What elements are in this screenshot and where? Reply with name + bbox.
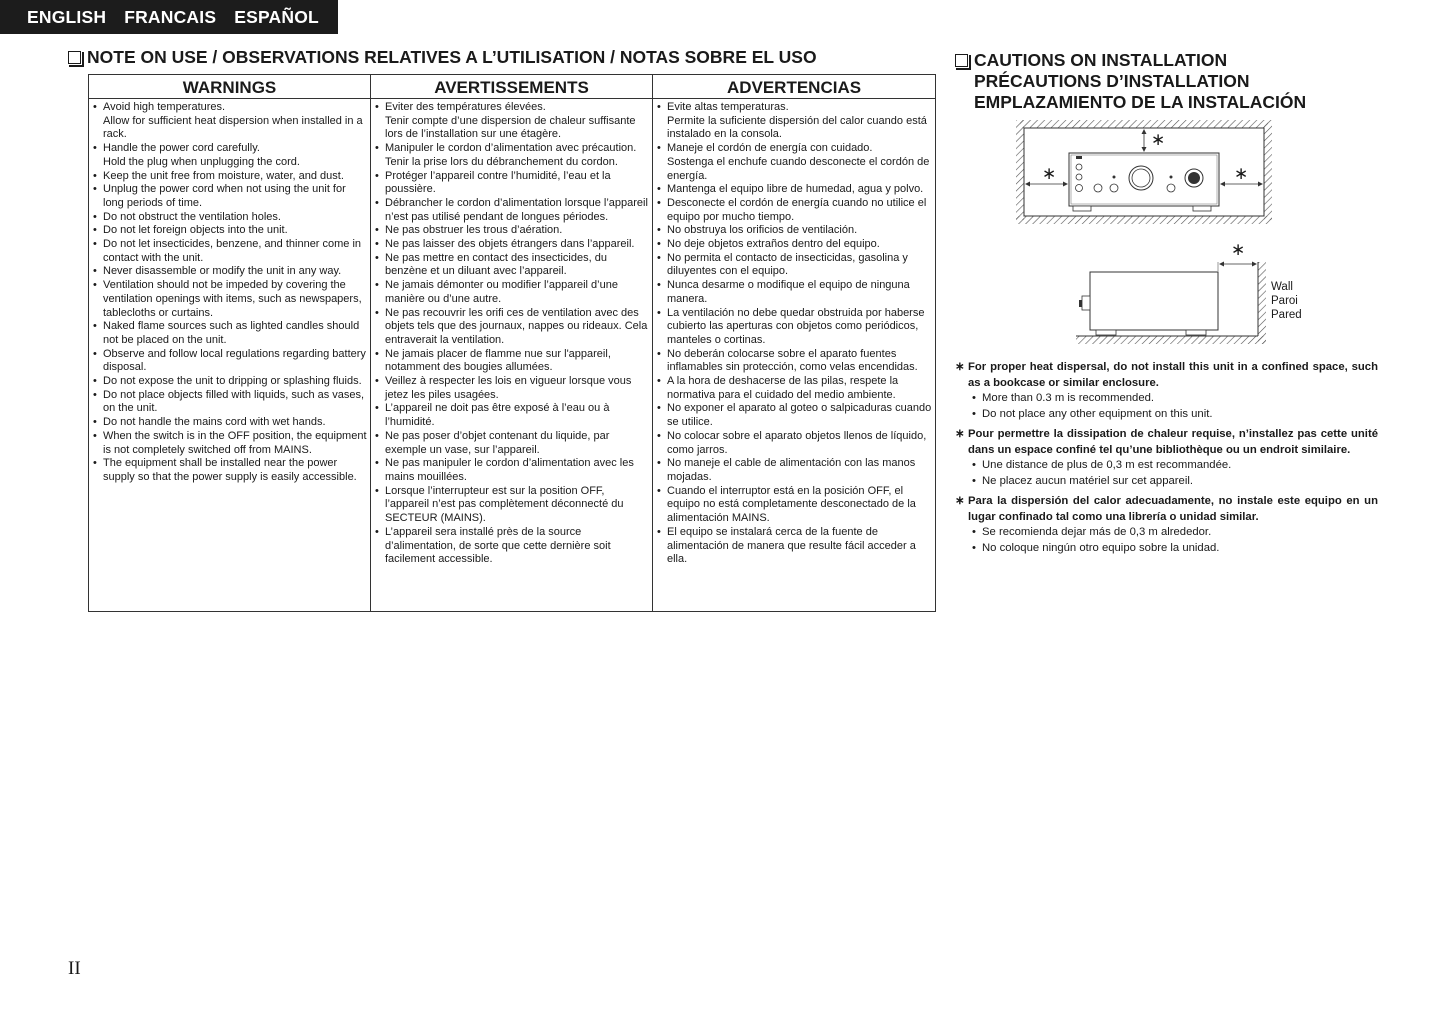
warning-item <box>375 375 649 402</box>
warning-item <box>93 320 367 347</box>
warning-text: • No colocar sobre el aparato objetos llenos de líquido, como jarros. <box>667 429 927 456</box>
checkbox-bullet-icon <box>68 51 81 64</box>
warning-text: • Ventilation should not be impeded by covering the ventilation openings with items, such as newspapers, tablecloths or curtains. <box>103 279 362 319</box>
warning-text: • L’appareil sera installé près de la source d’alimentation, de sorte que cette dernière soit facilement accessible. <box>385 525 611 566</box>
warning-item <box>93 224 367 238</box>
note-item: • Do not place any other equipment on this unit. <box>972 407 1378 423</box>
warning-item <box>93 170 367 184</box>
warning-item <box>375 197 649 224</box>
warning-text: • No permita el contacto de insecticidas, gasolina y diluyentes con el equipo. <box>667 251 908 278</box>
warning-item <box>93 211 367 225</box>
warning-text: • Ne pas manipuler le cordon d’alimentation avec les mains mouillées. <box>385 457 634 483</box>
clearance-asterisk-right: ∗ <box>1234 164 1249 183</box>
warnings-table <box>88 74 936 612</box>
warning-item <box>657 142 932 183</box>
warning-text: • Do not expose the unit to dripping or splashing fluids. <box>103 375 362 388</box>
installation-note-english <box>955 360 1378 422</box>
wall-label-spanish: Pared <box>1271 309 1302 321</box>
note-item: • Se recomienda dejar más de 0,3 m alrededor. <box>972 525 1378 541</box>
warning-text: • Maneje el cordón de energía con cuidado. <box>667 142 873 155</box>
warning-item <box>375 348 649 375</box>
warning-text: • No exponer el aparato al goteo o salpicaduras cuando se utilice. <box>667 402 932 429</box>
warning-text: • A la hora de deshacerse de las pilas, respete la normativa para el cuidado del medio ambiente. <box>667 375 899 401</box>
warning-text: • Ne pas recouvrir les orifi ces de ventilation avec des objets tels que des journaux, nappes ou rideaux. Cela entraverait la ventilation. <box>385 306 648 346</box>
warning-item <box>93 430 367 457</box>
warning-text: • Ne jamais démonter ou modifier l’appareil d’une manière ou d’une autre. <box>385 279 618 305</box>
warning-item <box>93 375 367 389</box>
warning-item <box>657 224 932 238</box>
warning-text: • Evite altas temperaturas. <box>667 101 789 113</box>
warning-item <box>93 416 367 430</box>
note-item: • Une distance de plus de 0,3 m est recommandée. <box>972 458 1378 474</box>
warning-text: • Desconecte el cordón de energía cuando no utilice el equipo por mucho tiempo. <box>667 196 927 223</box>
french-warnings-cell <box>371 99 653 612</box>
warning-text: • Lorsque l’interrupteur est sur la position OFF, l’appareil n’est pas complètement déconnecté du SECTEUR (MAINS). <box>385 484 624 525</box>
warning-text: • Ne jamais placer de flamme nue sur l'appareil, notamment des bougies allumées. <box>385 347 611 374</box>
cautions-title-english: CAUTIONS ON INSTALLATION <box>974 50 1228 70</box>
language-french: FRANCAIS <box>124 6 217 27</box>
warning-item <box>657 526 932 567</box>
warning-subtext: Sostenga el enchufe cuando desconecte el cordón de energía. <box>667 155 930 182</box>
warning-subtext: Allow for sufficient heat dispersion when installed in a rack. <box>103 114 363 141</box>
warning-item <box>657 348 932 375</box>
warning-text: • Do not obstruct the ventilation holes. <box>103 210 281 223</box>
installation-note-spanish <box>955 494 1378 556</box>
warning-text: • Ne pas mettre en contact des insecticides, du benzène et un diluant avec l’appareil. <box>385 251 607 278</box>
note-heading: For proper heat dispersal, do not install this unit in a confined space, such as a bookcase or similar enclosure. <box>968 361 1378 389</box>
warning-item <box>375 252 649 279</box>
warning-item <box>657 457 932 484</box>
warning-text: • The equipment shall be installed near the power supply so that the power supply is easily accessible. <box>103 457 357 483</box>
warning-item <box>657 252 932 279</box>
warning-item <box>657 430 932 457</box>
language-bar <box>0 0 338 34</box>
warning-text: • El equipo se instalará cerca de la fuente de alimentación de manera que resulte fácil acceder a ella. <box>667 525 916 566</box>
warning-text: • Ne pas obstruer les trous d’aération. <box>385 224 563 237</box>
warning-item <box>375 402 649 429</box>
warning-item <box>375 224 649 238</box>
warning-item <box>93 348 367 375</box>
avertissements-header: AVERTISSEMENTS <box>371 75 653 99</box>
french-warnings-list <box>375 101 649 567</box>
warning-item <box>375 279 649 306</box>
clearance-asterisk-left: ∗ <box>1042 164 1057 183</box>
warning-item <box>375 430 649 457</box>
warning-text: • Veillez à respecter les lois en vigueur lorsque vous jetez les piles usagées. <box>385 375 632 401</box>
warning-text: • When the switch is in the OFF position, the equipment is not completely switched off from MAINS. <box>103 429 367 456</box>
warning-item <box>375 238 649 252</box>
note-item: • No coloque ningún otro equipo sobre la unidad. <box>972 541 1378 557</box>
language-english: ENGLISH <box>27 6 107 27</box>
warning-item <box>375 485 649 526</box>
note-on-use-heading <box>68 47 817 68</box>
warning-text: • Ne pas laisser des objets étrangers dans l’appareil. <box>385 238 635 251</box>
note-item: • More than 0.3 m is recommended. <box>972 391 1378 407</box>
warning-text: • No deje objetos extraños dentro del equipo. <box>667 238 880 251</box>
warning-text: • Cuando el interruptor está en la posición OFF, el equipo no está completamente desconectado de la alimentación MAINS. <box>667 484 916 525</box>
warning-item <box>657 402 932 429</box>
warning-text: • Handle the power cord carefully. <box>103 142 260 155</box>
warning-item <box>657 307 932 348</box>
english-warnings-cell <box>89 99 371 612</box>
warning-item <box>375 457 649 484</box>
warning-text: • Naked flame sources such as lighted candles should not be placed on the unit. <box>103 320 360 346</box>
asterisk-icon: ∗ <box>955 428 965 440</box>
wall-label <box>1271 280 1302 322</box>
warning-text: • La ventilación no debe quedar obstruida por haberse cubierto las aperturas con objetos como periódicos, manteles o cortinas. <box>667 306 925 346</box>
wall-label-english: Wall <box>1271 281 1293 293</box>
side-view-clearance-diagram <box>1072 258 1268 348</box>
warning-text: • Do not let foreign objects into the unit. <box>103 224 288 237</box>
warning-item <box>375 170 649 197</box>
warning-item <box>657 183 932 197</box>
warning-item <box>657 375 932 402</box>
warning-text: • No maneje el cable de alimentación con las manos mojadas. <box>667 457 916 483</box>
installation-note-french <box>955 427 1378 489</box>
advertencias-header: ADVERTENCIAS <box>653 75 936 99</box>
warning-item <box>375 101 649 142</box>
warning-text: • Nunca desarme o modifique el equipo de ninguna manera. <box>667 279 910 305</box>
warning-text: • Keep the unit free from moisture, water, and dust. <box>103 169 344 182</box>
page-number: II <box>68 958 81 979</box>
warning-item <box>657 279 932 306</box>
cautions-title-french: PRÉCAUTIONS D’INSTALLATION <box>974 71 1250 91</box>
warning-item <box>657 197 932 224</box>
wall-label-french: Paroi <box>1271 295 1298 307</box>
note-heading: Pour permettre la dissipation de chaleur requise, n’installez pas cette unité dans un espace confiné tel qu’une bibliothèque ou un endroit similaire. <box>968 428 1378 456</box>
clearance-asterisk-back: ∗ <box>1231 240 1246 259</box>
warning-item <box>93 238 367 265</box>
checkbox-bullet-icon <box>955 54 968 67</box>
warning-text: • Unplug the power cord when not using the unit for long periods of time. <box>103 183 346 209</box>
warning-text: • Débrancher le cordon d’alimentation lorsque l’appareil n’est pas utilisé pendant de longues périodes. <box>385 196 648 223</box>
warning-item <box>375 526 649 567</box>
warning-text: • Avoid high temperatures. <box>103 101 226 113</box>
note-heading: Para la dispersión del calor adecuadamente, no instale este equipo en un lugar confinado tal como una librería o unidad similar. <box>968 495 1378 523</box>
warning-text: • Do not place objects filled with liquids, such as vases, on the unit. <box>103 388 365 415</box>
warning-text: • Observe and follow local regulations regarding battery disposal. <box>103 347 366 374</box>
warning-text: • Ne pas poser d’objet contenant du liquide, par exemple un vase, sur l’appareil. <box>385 429 610 456</box>
warnings-header: WARNINGS <box>89 75 371 99</box>
cautions-heading <box>955 50 1306 113</box>
warning-item <box>93 183 367 210</box>
english-warnings-list <box>93 101 367 485</box>
warning-text: • Manipuler le cordon d’alimentation avec précaution. <box>385 142 637 155</box>
warning-subtext: Tenir compte d’une dispersion de chaleur suffisante lors de l’installation sur une étagère. <box>385 114 636 141</box>
warning-item <box>93 389 367 416</box>
warning-item <box>93 265 367 279</box>
warning-text: • L’appareil ne doit pas être exposé à l’eau ou à l’humidité. <box>385 402 610 429</box>
note-on-use-title: NOTE ON USE / OBSERVATIONS RELATIVES A L’UTILISATION / NOTAS SOBRE EL USO <box>87 47 817 67</box>
warning-subtext: Tenir la prise lors du débranchement du cordon. <box>385 155 618 168</box>
spanish-warnings-list <box>657 101 932 567</box>
spanish-warnings-cell <box>653 99 936 612</box>
warning-item <box>657 101 932 142</box>
warning-item <box>93 457 367 484</box>
warning-text: • Mantenga el equipo libre de humedad, agua y polvo. <box>667 183 924 196</box>
warning-text: • Do not handle the mains cord with wet hands. <box>103 416 326 429</box>
warning-item <box>93 142 367 169</box>
warning-text: • No obstruya los orificios de ventilación. <box>667 224 858 237</box>
asterisk-icon: ∗ <box>955 361 965 373</box>
warning-text: • No deberán colocarse sobre el aparato fuentes inflamables sin protección, como velas encendidas. <box>667 347 918 374</box>
warning-text: • Protéger l’appareil contre l’humidité, l’eau et la poussière. <box>385 169 611 196</box>
warning-item <box>657 238 932 252</box>
installation-notes <box>955 360 1378 561</box>
warning-item <box>93 279 367 320</box>
warning-subtext: Hold the plug when unplugging the cord. <box>103 155 300 168</box>
warning-item <box>375 142 649 169</box>
asterisk-icon: ∗ <box>955 495 965 507</box>
warning-subtext: Permite la suficiente dispersión del calor cuando está instalado en la consola. <box>667 114 927 141</box>
warning-text: • Do not let insecticides, benzene, and thinner come in contact with the unit. <box>103 238 362 264</box>
note-item: • Ne placez aucun matériel sur cet appareil. <box>972 474 1378 490</box>
warning-item <box>657 485 932 526</box>
clearance-asterisk-top: ∗ <box>1151 130 1166 149</box>
warning-text: • Never disassemble or modify the unit in any way. <box>103 265 342 278</box>
warning-item <box>375 307 649 348</box>
cautions-title-spanish: EMPLAZAMIENTO DE LA INSTALACIÓN <box>974 92 1307 112</box>
warning-item <box>93 101 367 142</box>
warning-text: • Eviter des températures élevées. <box>385 101 546 113</box>
language-spanish: ESPAÑOL <box>234 6 319 27</box>
